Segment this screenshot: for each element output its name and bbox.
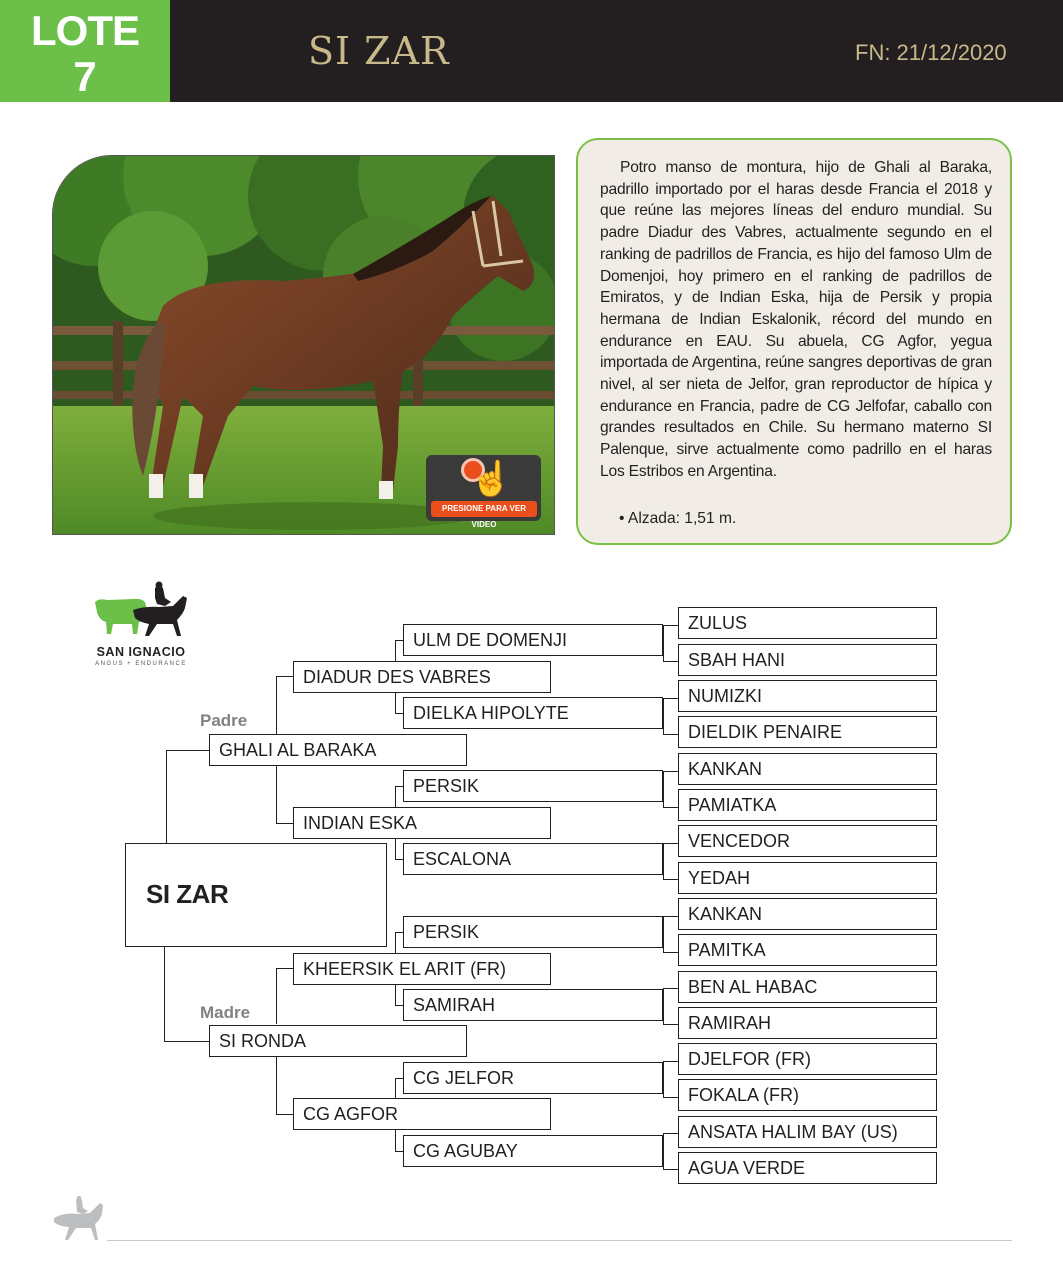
rider-horse-icon bbox=[50, 1196, 108, 1244]
gen4-box: RAMIRAH bbox=[678, 1007, 937, 1039]
footer-divider bbox=[107, 1240, 1012, 1241]
gen3-box: DIELKA HIPOLYTE bbox=[403, 697, 663, 729]
gen4-box: DJELFOR (FR) bbox=[678, 1043, 937, 1075]
gen2-box: INDIAN ESKA bbox=[293, 807, 551, 839]
gen4-box: KANKAN bbox=[678, 898, 937, 930]
gen4-box: ZULUS bbox=[678, 607, 937, 639]
gen3-box: ESCALONA bbox=[403, 843, 663, 875]
subject-name: SI ZAR bbox=[146, 879, 229, 909]
gen2-box: CG AGFOR bbox=[293, 1098, 551, 1130]
video-button-label[interactable]: PRESIONE PARA VER VIDEO bbox=[431, 501, 537, 517]
horse-name-title: SI ZAR bbox=[308, 29, 450, 73]
height-info: • Alzada: 1,51 m. bbox=[619, 510, 737, 527]
dam-label: Madre bbox=[200, 1003, 251, 1022]
gen4-box: DIELDIK PENAIRE bbox=[678, 716, 937, 748]
pointer-hand-icon: ☝ bbox=[470, 460, 513, 498]
gen3-box: SAMIRAH bbox=[403, 989, 663, 1021]
gen4-box: SBAH HANI bbox=[678, 644, 937, 676]
sire-box: GHALI AL BARAKA bbox=[209, 734, 467, 766]
lot-badge bbox=[0, 0, 170, 102]
gen3-box: CG AGUBAY bbox=[403, 1135, 663, 1167]
gen3-box: PERSIK bbox=[403, 770, 663, 802]
gen4-box: VENCEDOR bbox=[678, 825, 937, 857]
sire-label: Padre bbox=[200, 711, 248, 730]
gen3-box: ULM DE DOMENJI bbox=[403, 624, 663, 656]
lot-label: LOTE bbox=[31, 7, 139, 54]
gen4-box: NUMIZKI bbox=[678, 680, 937, 712]
gen4-box: FOKALA (FR) bbox=[678, 1079, 937, 1111]
gen4-box: AGUA VERDE bbox=[678, 1152, 937, 1184]
gen3-box: PERSIK bbox=[403, 916, 663, 948]
description-text: Potro manso de montura, hijo de Ghali al Baraka, padrillo importado por el haras desde Francia el 2018 y que reúne las mejores líneas del enduro mundial. Su padre Diadur des Vabres, actualmente segundo en el ranking de padrillos de Francia, es hijo del famoso Ulm de Domenjoi, hoy primero en el ranking de padrillos de Emiratos, y de Indian Eska, hija de Persik y propia hermana de Indian Eskalonik, récord del mundo en endurance en EAU. Su abuela, CG Agfor, yegua importada de Argentina, reúne sangres deportivas de gran nivel, al ser nieta de Jelfor, gran reproductor de hípica y endurance en Francia, padre de CG Jelfofar, caballo con grandes resultados en Chile. Su hermano materno SI Palenque, sirve actualmente como padrillo en el haras Los Estribos en Argentina. bbox=[600, 159, 992, 480]
gen2-box: KHEERSIK EL ARIT (FR) bbox=[293, 953, 551, 985]
gen4-box: PAMIATKA bbox=[678, 789, 937, 821]
gen4-box: ANSATA HALIM BAY (US) bbox=[678, 1116, 937, 1148]
gen4-box: YEDAH bbox=[678, 862, 937, 894]
lot-number: 7 bbox=[73, 53, 97, 100]
gen4-box: PAMITKA bbox=[678, 934, 937, 966]
gen3-box: CG JELFOR bbox=[403, 1062, 663, 1094]
birth-date: FN: 21/12/2020 bbox=[855, 40, 1007, 65]
gen4-box: KANKAN bbox=[678, 753, 937, 785]
gen4-box: BEN AL HABAC bbox=[678, 971, 937, 1003]
logo-subtitle: ANGUS + ENDURANCE bbox=[95, 661, 187, 667]
gen2-box: DIADUR DES VABRES bbox=[293, 661, 551, 693]
logo-name: SAN IGNACIO bbox=[96, 645, 186, 659]
dam-box: SI RONDA bbox=[209, 1025, 467, 1057]
